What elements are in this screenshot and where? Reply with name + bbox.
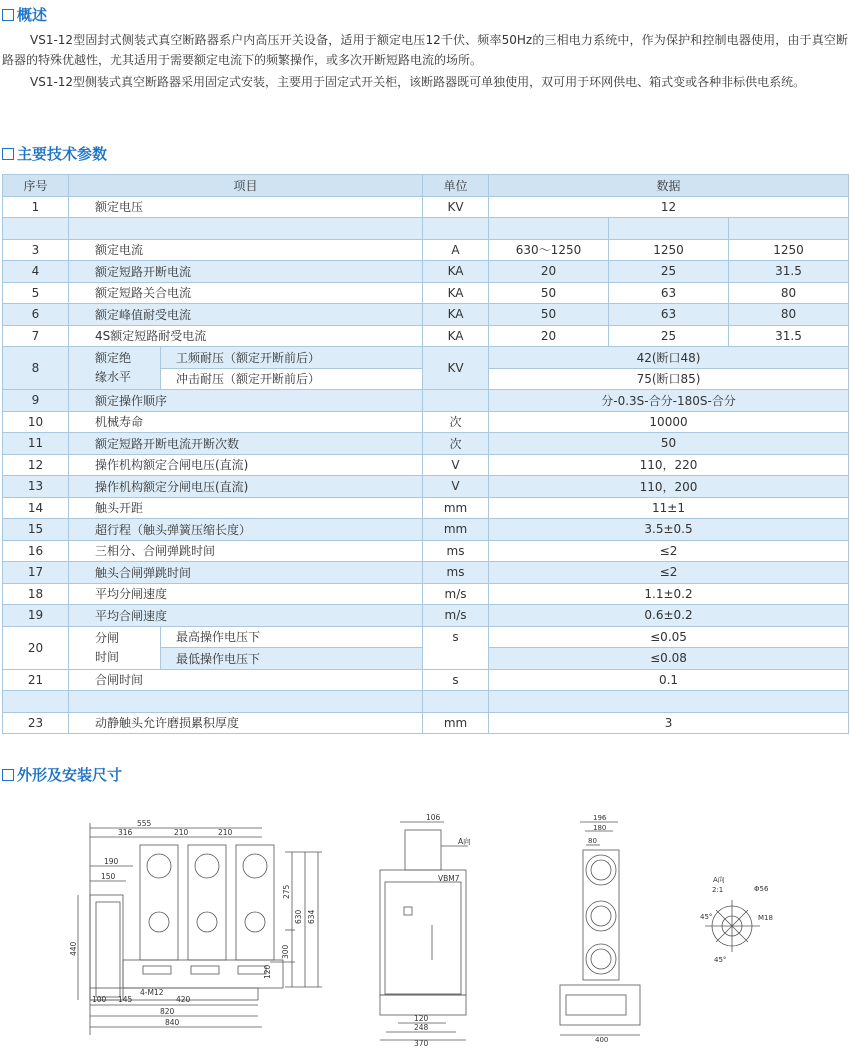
top-view-drawing xyxy=(560,822,640,1035)
header-data: 数据 xyxy=(489,175,849,197)
row-item: 动静触头允许磨损累积厚度 xyxy=(69,712,423,734)
dims-title: 外形及安装尺寸 xyxy=(17,766,123,784)
table-row xyxy=(3,304,849,326)
row-unit: KA xyxy=(423,304,489,326)
dim-634: 634 xyxy=(307,909,316,924)
header-no: 序号 xyxy=(3,175,69,197)
row-value: 3 xyxy=(489,712,849,734)
row-unit: s xyxy=(423,626,489,669)
dim-555: 555 xyxy=(137,819,152,828)
row-value: 0.6±0.2 xyxy=(489,605,849,627)
dims-heading xyxy=(2,764,122,785)
table-row xyxy=(3,261,849,283)
row-unit: V xyxy=(423,454,489,476)
row-item: 触头合闸弹跳时间 xyxy=(69,562,423,584)
row-unit: KV xyxy=(423,196,489,218)
dim-210a: 210 xyxy=(174,828,189,837)
row-value: 1250 xyxy=(609,239,729,261)
row-value: 20 xyxy=(489,261,609,283)
row-item: 额定短路开断电流开断次数 xyxy=(69,433,423,455)
row-value: 80 xyxy=(729,304,849,326)
row-value: 80 xyxy=(729,282,849,304)
row-no: 12 xyxy=(3,454,69,476)
row-unit: KA xyxy=(423,282,489,304)
row-unit: KA xyxy=(423,261,489,283)
row-no: 10 xyxy=(3,411,69,433)
dim-400: 400 xyxy=(595,1036,609,1044)
dim-190: 190 xyxy=(104,857,119,866)
table-row xyxy=(3,540,849,562)
detail-title: A向 xyxy=(713,876,725,884)
empty-cell xyxy=(423,218,489,240)
heading-box-icon xyxy=(2,9,14,21)
dim-phi56: Φ56 xyxy=(754,885,769,893)
overview-title: 概述 xyxy=(17,6,48,24)
row-no: 11 xyxy=(3,433,69,455)
row-no: 7 xyxy=(3,325,69,347)
dim-316: 316 xyxy=(118,828,133,837)
row-subitem: 最高操作电压下 xyxy=(161,626,423,648)
row-unit: ms xyxy=(423,540,489,562)
table-row xyxy=(3,454,849,476)
row-unit: 次 xyxy=(423,433,489,455)
row-value: 3.5±0.5 xyxy=(489,519,849,541)
row-item: 额定操作顺序 xyxy=(69,390,423,412)
row-no: 16 xyxy=(3,540,69,562)
dim-106: 106 xyxy=(426,813,441,822)
row-no: 17 xyxy=(3,562,69,584)
row-value: 1.1±0.2 xyxy=(489,583,849,605)
row-item: 合闸时间 xyxy=(69,669,423,691)
detail-scale: 2:1 xyxy=(712,886,724,894)
table-row xyxy=(3,282,849,304)
row-value: 50 xyxy=(489,433,849,455)
row-item: 额定短路开断电流 xyxy=(69,261,423,283)
row-value: ≤0.08 xyxy=(489,648,849,670)
dim-840: 840 xyxy=(165,1018,180,1027)
table-row xyxy=(3,433,849,455)
row-value: 42(断口48) xyxy=(489,347,849,369)
row-unit: s xyxy=(423,669,489,691)
dimension-drawings xyxy=(0,790,850,1064)
row-value: 31.5 xyxy=(729,261,849,283)
dim-180: 180 xyxy=(593,824,607,832)
row-no: 6 xyxy=(3,304,69,326)
row-item: 额定短路关合电流 xyxy=(69,282,423,304)
row-item: 操作机构额定分闸电压(直流) xyxy=(69,476,423,498)
detail-view-labels xyxy=(700,875,773,964)
side-view-drawing xyxy=(380,822,468,1040)
vbm7-label: VBM7 xyxy=(438,874,460,883)
table-row xyxy=(3,712,849,734)
a-direction-label: A向 xyxy=(458,837,471,846)
row-value: 12 xyxy=(489,196,849,218)
row-unit: KV xyxy=(423,347,489,390)
row-item xyxy=(69,347,161,390)
row-no: 13 xyxy=(3,476,69,498)
row-value: 分-0.3S-合分-180S-合分 xyxy=(489,390,849,412)
dim-210b: 210 xyxy=(218,828,233,837)
row-item: 4S额定短路耐受电流 xyxy=(69,325,423,347)
front-view-labels xyxy=(69,819,316,1027)
row-unit: 次 xyxy=(423,411,489,433)
dim-145: 145 xyxy=(118,995,133,1004)
row-unit xyxy=(423,390,489,412)
table-row xyxy=(3,476,849,498)
heading-box-icon xyxy=(2,769,14,781)
row-value: 31.5 xyxy=(729,325,849,347)
dim-196: 196 xyxy=(593,814,607,822)
empty-cell xyxy=(489,691,849,713)
row-unit: m/s xyxy=(423,583,489,605)
row-value: 110，220 xyxy=(489,454,849,476)
row-no: 21 xyxy=(3,669,69,691)
row-no: 5 xyxy=(3,282,69,304)
dim-m18: M18 xyxy=(758,914,773,922)
dim-370: 370 xyxy=(414,1039,429,1048)
row-item: 平均分闸速度 xyxy=(69,583,423,605)
dim-120: 120 xyxy=(263,964,272,979)
table-row xyxy=(3,239,849,261)
row-item: 机械寿命 xyxy=(69,411,423,433)
row-value: 50 xyxy=(489,304,609,326)
row-item: 额定峰值耐受电流 xyxy=(69,304,423,326)
top-view-labels xyxy=(588,814,608,1044)
dim-440: 440 xyxy=(69,941,78,956)
empty-cell xyxy=(729,218,849,240)
row-value: 75(断口85) xyxy=(489,368,849,390)
dim-820: 820 xyxy=(160,1007,175,1016)
row-value: 50 xyxy=(489,282,609,304)
table-row xyxy=(3,497,849,519)
row-value: ≤2 xyxy=(489,540,849,562)
row-value: 1250 xyxy=(729,239,849,261)
table-row-empty xyxy=(3,691,849,713)
table-row xyxy=(3,669,849,691)
row-value: ≤0.05 xyxy=(489,626,849,648)
row-no: 18 xyxy=(3,583,69,605)
header-unit: 单位 xyxy=(423,175,489,197)
empty-cell xyxy=(609,218,729,240)
specs-title: 主要技术参数 xyxy=(17,145,108,163)
front-view-drawing xyxy=(78,823,322,1035)
overview-paragraph-2: VS1-12型侧装式真空断路器采用固定式安装，主要用于固定式开关柜，该断路器既可单独使用，双可用于环网供电、箱式变或各种非标供电系统。 xyxy=(30,75,806,89)
row-no: 4 xyxy=(3,261,69,283)
angle-45-a: 45° xyxy=(700,913,713,921)
table-row xyxy=(3,196,849,218)
row-no: 9 xyxy=(3,390,69,412)
row-value: 25 xyxy=(609,325,729,347)
row-unit: A xyxy=(423,239,489,261)
row-item: 平均合闸速度 xyxy=(69,605,423,627)
table-row xyxy=(3,626,849,648)
row-unit: mm xyxy=(423,712,489,734)
empty-cell xyxy=(489,218,609,240)
row-item: 触头开距 xyxy=(69,497,423,519)
row-value: 20 xyxy=(489,325,609,347)
row-value: 63 xyxy=(609,282,729,304)
row-unit: ms xyxy=(423,562,489,584)
row-unit: mm xyxy=(423,497,489,519)
row-item: 操作机构额定合闸电压(直流) xyxy=(69,454,423,476)
m12-label: 4-M12 xyxy=(140,988,164,997)
row-no: 20 xyxy=(3,626,69,669)
dim-150: 150 xyxy=(101,872,116,881)
specs-heading xyxy=(2,143,107,164)
header-item: 项目 xyxy=(69,175,423,197)
dim-300: 300 xyxy=(281,944,290,959)
table-row xyxy=(3,390,849,412)
row-item xyxy=(69,626,161,669)
row-no: 3 xyxy=(3,239,69,261)
table-row xyxy=(3,347,849,369)
table-row xyxy=(3,325,849,347)
row-value: 10000 xyxy=(489,411,849,433)
row-item: 三相分、合闸弹跳时间 xyxy=(69,540,423,562)
dim-80: 80 xyxy=(588,837,597,845)
row-subitem: 最低操作电压下 xyxy=(161,648,423,670)
row-item: 超行程（触头弹簧压缩长度） xyxy=(69,519,423,541)
row-value: 25 xyxy=(609,261,729,283)
row-item: 额定电流 xyxy=(69,239,423,261)
dim-275: 275 xyxy=(282,884,291,899)
dim-120-side: 120 xyxy=(414,1014,429,1023)
dim-248: 248 xyxy=(414,1023,429,1032)
row-value: 0.1 xyxy=(489,669,849,691)
spec-table xyxy=(2,174,849,734)
row-value: 110，200 xyxy=(489,476,849,498)
row-item: 额定电压 xyxy=(69,196,423,218)
dim-420: 420 xyxy=(176,995,191,1004)
table-row xyxy=(3,519,849,541)
side-view-labels xyxy=(414,813,471,1048)
row-unit: m/s xyxy=(423,605,489,627)
table-header-row xyxy=(3,175,849,197)
empty-cell xyxy=(3,691,69,713)
empty-cell xyxy=(423,691,489,713)
row-unit: V xyxy=(423,476,489,498)
table-row xyxy=(3,562,849,584)
row-no: 23 xyxy=(3,712,69,734)
row-item-text: 额定绝缘水平 xyxy=(95,351,132,384)
row-no: 8 xyxy=(3,347,69,390)
heading-box-icon xyxy=(2,148,14,160)
table-row xyxy=(3,605,849,627)
table-row-empty xyxy=(3,218,849,240)
row-value: ≤2 xyxy=(489,562,849,584)
row-value: 11±1 xyxy=(489,497,849,519)
row-value: 63 xyxy=(609,304,729,326)
table-row xyxy=(3,411,849,433)
table-row xyxy=(3,583,849,605)
row-item-text: 分闸时间 xyxy=(95,630,120,664)
row-no: 19 xyxy=(3,605,69,627)
empty-cell xyxy=(69,691,423,713)
row-subitem: 冲击耐压（额定开断前后） xyxy=(161,368,423,390)
angle-45-b: 45° xyxy=(714,956,727,964)
empty-cell xyxy=(69,218,423,240)
row-value: 630～1250 xyxy=(489,239,609,261)
row-no: 14 xyxy=(3,497,69,519)
row-subitem: 工频耐压（额定开断前后） xyxy=(161,347,423,369)
detail-view-drawing xyxy=(705,900,760,952)
dim-100: 100 xyxy=(92,995,107,1004)
row-no: 1 xyxy=(3,196,69,218)
empty-cell xyxy=(3,218,69,240)
row-no: 15 xyxy=(3,519,69,541)
row-unit: mm xyxy=(423,519,489,541)
row-unit: KA xyxy=(423,325,489,347)
overview-heading xyxy=(2,4,47,25)
overview-paragraph-1: VS1-12型固封式侧装式真空断路器系户内高压开关设备，适用于额定电压12千伏、频率50Hz的三相电力系统中，作为保护和控制电器使用，由于真空断路器的特殊优越性，尤其适用于需要额定电流下的频繁操作，或多次开断短路电流的场所。 xyxy=(2,33,848,67)
dim-630: 630 xyxy=(294,909,303,924)
